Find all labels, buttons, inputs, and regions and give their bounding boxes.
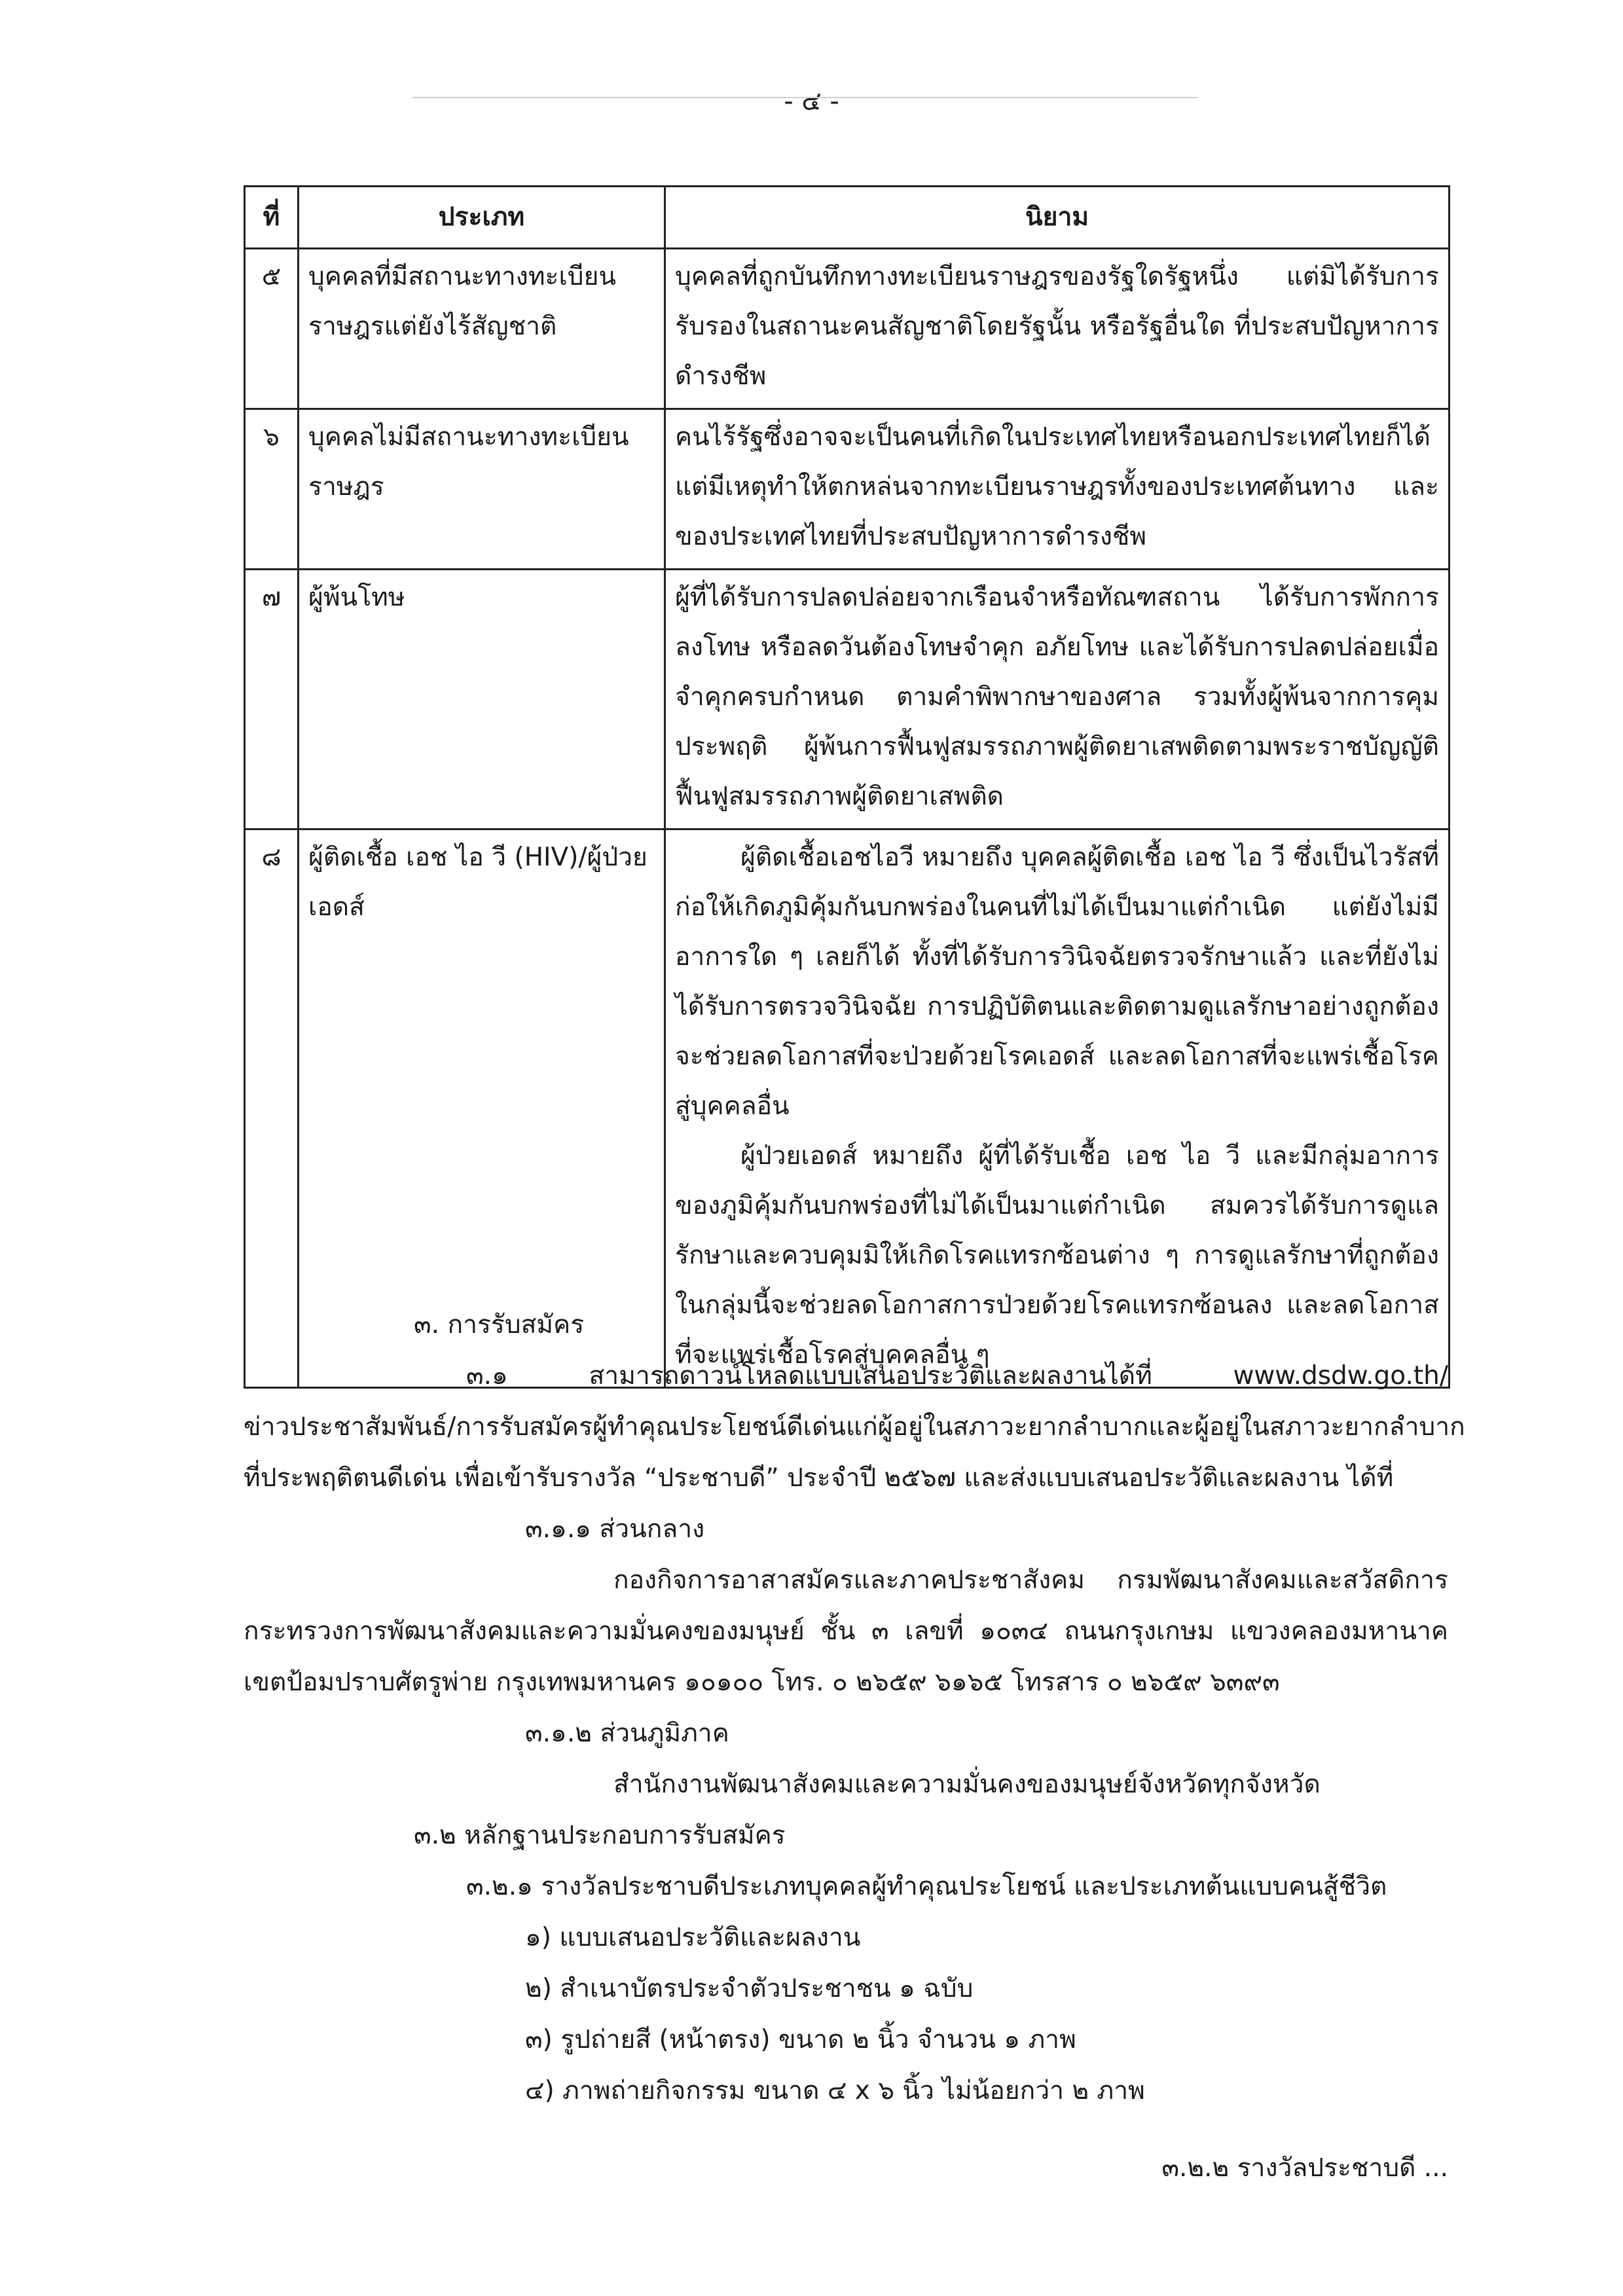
header-divider <box>412 97 1198 98</box>
paragraph-line: กองกิจการอาสาสมัครและภาคประชาสังคม กรมพัฒนาสังคมและสวัสดิการ <box>613 1565 1448 1595</box>
column-header-definition: นิยาม <box>665 187 1450 249</box>
table-row <box>245 249 1450 409</box>
paragraph-line: ที่ประพฤติตนดีเด่น เพื่อเข้ารับรางวัล “ประชาบดี” ประจำปี ๒๕๖๗ และส่งแบบเสนอประวัติและผลงาน ได้ที่ <box>244 1463 1394 1493</box>
row-number: ๖ <box>245 409 299 570</box>
list-item: ๑) แบบเสนอประวัติและผลงาน <box>525 1923 861 1952</box>
paragraph-line: สำนักงานพัฒนาสังคมและความมั่นคงของมนุษย์จังหวัดทุกจังหวัด <box>613 1770 1321 1799</box>
table-header-row <box>245 187 1450 249</box>
column-header-number: ที่ <box>245 187 299 249</box>
list-item: ๓) รูปถ่ายสี (หน้าตรง) ขนาด ๒ นิ้ว จำนวน ๑ ภาพ <box>525 2025 1076 2054</box>
column-header-type: ประเภท <box>299 187 665 249</box>
subsection-heading: ๓.๑.๒ ส่วนภูมิภาค <box>525 1719 729 1748</box>
table-row <box>245 570 1450 829</box>
definition-paragraph: คนไร้รัฐซึ่งอาจจะเป็นคนที่เกิดในประเทศไทยหรือนอกประเทศไทยก็ได้ แต่มีเหตุทำให้ตกหล่นจากทะเบียนราษฎรทั้งของประเทศต้นทาง และของประเทศไทยที่ประสบปัญหาการดำรงชีพ <box>675 422 1439 551</box>
paragraph-line: ๓.๑ สามารถดาวน์โหลดแบบเสนอประวัติและผลงานได้ที่ www.dsdw.go.th/ <box>466 1361 1448 1391</box>
row-definition <box>665 570 1450 829</box>
subsection-heading: ๓.๒ หลักฐานประกอบการรับสมัคร <box>414 1821 786 1850</box>
definitions-table <box>244 185 1450 1389</box>
row-type: ผู้ติดเชื้อ เอช ไอ วี (HIV)/ผู้ป่วยเอดส์ <box>299 829 665 1388</box>
subsection-heading: ๓.๑.๑ ส่วนกลาง <box>525 1514 705 1544</box>
row-number: ๕ <box>245 249 299 409</box>
definition-paragraph: ผู้ติดเชื้อเอชไอวี หมายถึง บุคคลผู้ติดเชื้อ เอช ไอ วี ซึ่งเป็นไวรัสที่ก่อให้เกิดภูมิคุ้มกันบกพร่องในคนที่ไม่ได้เป็นมาแต่กำเนิด แต่ยังไม่มีอาการใด ๆ เลยก็ได้ ทั้งที่ได้รับการวินิจฉัยตรวจรักษาแล้ว และที่ยังไม่ได้รับการตรวจวินิจฉัย การปฏิบัติตนและติดตามดูแลรักษาอย่างถูกต้องจะช่วยลดโอกาสที่จะป่วยด้วยโรคเอดส์ และลดโอกาสที่จะแพร่เชื้อโรคสู่บุคคลอื่น <box>675 843 1439 1121</box>
paragraph-line: ข่าวประชาสัมพันธ์/การรับสมัครผู้ทำคุณประโยชน์ดีเด่นแก่ผู้อยู่ในสภาวะยากลำบากและผู้อยู่ในสภาวะยากลำบาก <box>244 1412 1465 1442</box>
section-application <box>244 1300 1465 2194</box>
paragraph-line: กระทรวงการพัฒนาสังคมและความมั่นคงของมนุษย์ ชั้น ๓ เลขที่ ๑๐๓๔ ถนนกรุงเกษม แขวงคลองมหานาค <box>244 1616 1448 1646</box>
list-item: ๒) สำเนาบัตรประจำตัวประชาชน ๑ ฉบับ <box>525 1974 974 2003</box>
continued-marker: ๓.๒.๒ รางวัลประชาบดี ... <box>1161 2153 1448 2183</box>
definition-paragraph: บุคคลที่ถูกบันทึกทางทะเบียนราษฎรของรัฐใดรัฐหนึ่ง แต่มิได้รับการรับรองในสถานะคนสัญชาติโดยรัฐนั้น หรือรัฐอื่นใด ที่ประสบปัญหาการดำรงชีพ <box>675 262 1439 391</box>
page-number: - ๔ - <box>784 86 839 117</box>
row-type: ผู้พ้นโทษ <box>299 570 665 829</box>
row-type: บุคคลที่มีสถานะทางทะเบียนราษฎรแต่ยังไร้สัญชาติ <box>299 249 665 409</box>
row-type: บุคคลไม่มีสถานะทางทะเบียนราษฎร <box>299 409 665 570</box>
section-heading: ๓. การรับสมัคร <box>414 1310 585 1339</box>
list-item: ๔) ภาพถ่ายกิจกรรม ขนาด ๔ x ๖ นิ้ว ไม่น้อยกว่า ๒ ภาพ <box>525 2076 1145 2105</box>
row-definition <box>665 249 1450 409</box>
definition-paragraph: ผู้ที่ได้รับการปลดปล่อยจากเรือนจำหรือทัณฑสถาน ได้รับการพักการลงโทษ หรือลดวันต้องโทษจำคุก อภัยโทษ และได้รับการปลดปล่อยเมื่อจำคุกครบกำหนด ตามคำพิพากษาของศาล รวมทั้งผู้พ้นจากการคุมประพฤติ ผู้พ้นการฟื้นฟูสมรรถภาพผู้ติดยาเสพติดตามพระราชบัญญัติฟื้นฟูสมรรถภาพผู้ติดยาเสพติด <box>675 583 1439 811</box>
row-number: ๗ <box>245 570 299 829</box>
subsection-heading: ๓.๒.๑ รางวัลประชาบดีประเภทบุคคลผู้ทำคุณประโยชน์ และประเภทต้นแบบคนสู้ชีวิต <box>466 1872 1387 1901</box>
table-row <box>245 409 1450 570</box>
row-definition <box>665 409 1450 570</box>
definition-paragraph: ผู้ป่วยเอดส์ หมายถึง ผู้ที่ได้รับเชื้อ เอช ไอ วี และมีกลุ่มอาการของภูมิคุ้มกันบกพร่องที่ไม่ได้เป็นมาแต่กำเนิด สมควรได้รับการดูแลรักษาและควบคุมมิให้เกิดโรคแทรกซ้อนต่าง ๆ การดูแลรักษาที่ถูกต้องในกลุ่มนี้จะช่วยลดโอกาสการป่วยด้วยโรคแทรกซ้อนลง และลดโอกาสที่จะแพร่เชื้อโรคสู่บุคคลอื่น ๆ <box>675 1141 1439 1370</box>
row-number: ๘ <box>245 829 299 1388</box>
paragraph-line: เขตป้อมปราบศัตรูพ่าย กรุงเทพมหานคร ๑๐๑๐๐ โทร. ๐ ๒๖๕๙ ๖๑๖๕ โทรสาร ๐ ๒๖๕๙ ๖๓๙๓ <box>244 1667 1280 1697</box>
